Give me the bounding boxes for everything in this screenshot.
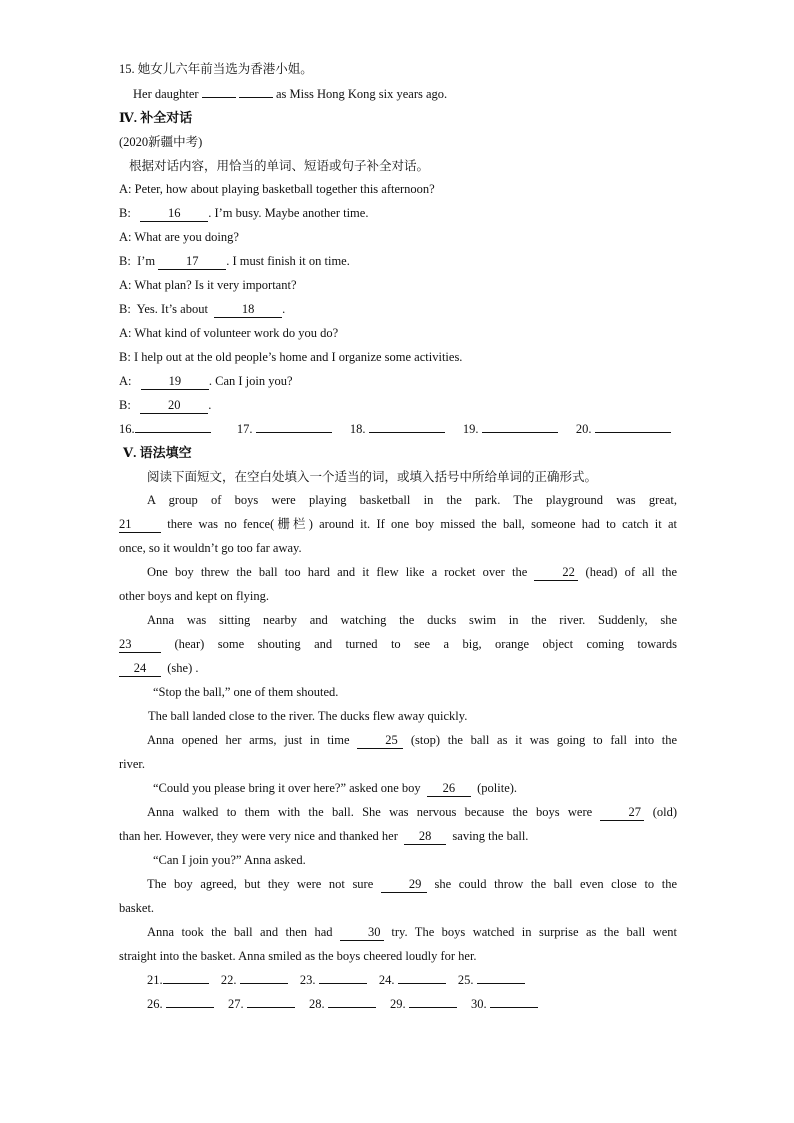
passage-p2-line1 [119, 564, 677, 581]
passage-text: “Could you please bring it over here?” asked one boy [153, 781, 421, 795]
blank-19[interactable]: 19 [141, 374, 209, 390]
q15-chinese: 15. 她女儿六年前当选为香港小姐。 [119, 62, 313, 76]
passage-p1-line3: once, so it wouldn’t go too far away. [119, 541, 302, 555]
dialog-text: . [208, 398, 212, 412]
passage-text: (polite). [477, 781, 518, 795]
passage-text: try. The boys watched in surprise as the ball went [391, 925, 677, 939]
blank-30[interactable]: 30 [340, 925, 384, 941]
dialog-line-3 [119, 229, 677, 245]
speaker-label: B: [119, 254, 131, 268]
passage-p7 [153, 780, 711, 797]
q15-english [133, 86, 691, 102]
answer-blank-21[interactable] [163, 983, 209, 984]
q15-text-b: as Miss Hong Kong six years ago. [275, 87, 448, 101]
answer-blank-27[interactable] [247, 1007, 295, 1008]
answer-label: 30. [471, 997, 487, 1011]
dialog-text: What plan? Is it very important? [134, 278, 297, 292]
answer-blank-25[interactable] [477, 983, 525, 984]
dialog-text: What are you doing? [134, 230, 239, 244]
passage-text: Anna opened her arms, just in time [147, 733, 350, 747]
blank-25[interactable]: 25 [357, 733, 403, 749]
answer-label: 23. [299, 973, 316, 987]
answer-label: 22. [220, 973, 237, 987]
answer-label: 27. [228, 997, 244, 1011]
section4-instruction: 根据对话内容，用恰当的单词、短语或句子补全对话。 [129, 159, 430, 173]
dialog-line-7 [119, 325, 677, 341]
speaker-label: A: [119, 230, 132, 244]
q15-blank-2[interactable] [239, 97, 273, 98]
answer-label: 21. [147, 973, 163, 987]
dialog-line-1 [119, 181, 677, 197]
section5-instruction: 阅读下面短文，在空白处填入一个适当的词，或填入括号中所给单词的正确形式。 [147, 470, 598, 484]
answer-blank-23[interactable] [319, 983, 367, 984]
dialog-line-8 [119, 349, 677, 365]
answer-blank-22[interactable] [240, 983, 288, 984]
dialog-text: . I’m busy. Maybe another time. [208, 206, 369, 220]
answer-label: 19. [462, 422, 479, 436]
passage-p10-line1 [119, 876, 677, 893]
passage-text: she could throw the ball even close to the [434, 877, 678, 891]
answer-blank-19[interactable] [482, 432, 558, 433]
answer-blank-16[interactable] [135, 432, 211, 433]
dialog-line-6 [119, 301, 677, 318]
answer-blank-18[interactable] [369, 432, 445, 433]
blank-23[interactable]: 23 [119, 637, 161, 653]
passage-p11-line1 [119, 924, 677, 941]
speaker-label: A: [119, 278, 132, 292]
passage-p6-line2: river. [119, 757, 146, 771]
passage-p1-line1: A group of boys were playing basketball in the park. The playground was great, [147, 493, 677, 507]
blank-27[interactable]: 27 [600, 805, 644, 821]
answer-label: 29. [390, 997, 406, 1011]
blank-17[interactable]: 17 [158, 254, 226, 270]
answer-blank-26[interactable] [166, 1007, 214, 1008]
passage-p1-line2 [119, 516, 677, 533]
speaker-label: A: [119, 374, 132, 388]
speaker-label: B: [119, 302, 131, 316]
blank-18[interactable]: 18 [214, 302, 282, 318]
dialog-text: I help out at the old people’s home and I organize some activities. [133, 350, 463, 364]
q15-text-a: Her daughter [133, 87, 199, 101]
answer-row-16-20 [119, 421, 671, 437]
passage-text: there was no fence(栅栏) around it. If one boy missed the ball, someone had to catch it at [167, 517, 677, 531]
dialog-line-10 [119, 397, 677, 414]
passage-p3-line2 [119, 636, 677, 653]
passage-text: (she) . [167, 661, 199, 675]
passage-p8-line2 [119, 828, 677, 845]
section5-title: Ⅴ. 语法填空 [123, 445, 192, 460]
section4-source: (2020新疆中考) [119, 135, 203, 149]
answer-blank-24[interactable] [398, 983, 446, 984]
passage-text: saving the ball. [452, 829, 529, 843]
answer-label: 28. [309, 997, 325, 1011]
passage-text: (head) of all the [585, 565, 678, 579]
passage-p3-line1: Anna was sitting nearby and watching the ducks swim in the river. Suddenly, she [147, 613, 677, 627]
answer-blank-17[interactable] [256, 432, 332, 433]
dialog-line-9 [119, 373, 677, 390]
passage-p3-line3 [119, 660, 677, 677]
answer-label: 16. [119, 422, 135, 436]
speaker-label: B: [119, 350, 131, 364]
answer-row-21-25 [147, 972, 525, 988]
answer-label: 26. [147, 997, 163, 1011]
speaker-label: A: [119, 182, 132, 196]
passage-p9: “Can I join you?” Anna asked. [153, 853, 306, 867]
passage-text: (stop) the ball as it was going to fall into the [410, 733, 678, 747]
answer-row-26-30 [147, 996, 538, 1012]
blank-26[interactable]: 26 [427, 781, 471, 797]
answer-label: 20. [575, 422, 592, 436]
passage-p5: The ball landed close to the river. The ducks flew away quickly. [148, 709, 468, 723]
passage-text: (old) [652, 805, 678, 819]
dialog-text: . I must finish it on time. [226, 254, 350, 268]
dialog-text: I’m [137, 254, 156, 268]
q15-blank-1[interactable] [202, 97, 236, 98]
blank-20[interactable]: 20 [140, 398, 208, 414]
dialog-text: Yes. It’s about [136, 302, 208, 316]
passage-text: (hear) some shouting and turned to see a big, orange object coming towards [174, 637, 678, 651]
answer-label: 18. [349, 422, 366, 436]
answer-blank-20[interactable] [595, 432, 671, 433]
passage-p10-line2: basket. [119, 901, 155, 915]
dialog-line-2 [119, 205, 677, 222]
blank-16[interactable]: 16 [140, 206, 208, 222]
dialog-text: What kind of volunteer work do you do? [134, 326, 339, 340]
blank-24[interactable]: 24 [119, 661, 161, 677]
blank-29[interactable]: 29 [381, 877, 427, 893]
dialog-text: . Can I join you? [208, 374, 293, 388]
blank-22[interactable]: 22 [534, 565, 578, 581]
dialog-text: . [282, 302, 286, 316]
speaker-label: B: [119, 206, 131, 220]
speaker-label: B: [119, 398, 131, 412]
passage-text: The boy agreed, but they were not sure [147, 877, 374, 891]
passage-p4: “Stop the ball,” one of them shouted. [153, 685, 339, 699]
speaker-label: A: [119, 326, 132, 340]
blank-28[interactable]: 28 [404, 829, 446, 845]
section4-title: Ⅳ. 补全对话 [119, 110, 193, 125]
answer-label: 17. [236, 422, 253, 436]
answer-label: 24. [378, 973, 395, 987]
passage-text: Anna took the ball and then had [147, 925, 333, 939]
passage-text: than her. However, they were very nice and thanked her [119, 829, 398, 843]
passage-text: Anna walked to them with the ball. She was nervous because the boys were [147, 805, 593, 819]
dialog-line-5 [119, 277, 677, 293]
dialog-text: Peter, how about playing basketball together this afternoon? [134, 182, 435, 196]
passage-p6-line1 [119, 732, 677, 749]
blank-21[interactable]: 21 [119, 517, 161, 533]
answer-blank-30[interactable] [490, 1007, 538, 1008]
passage-text: One boy threw the ball too hard and it flew like a rocket over the [147, 565, 528, 579]
passage-p2-line2: other boys and kept on flying. [119, 589, 269, 603]
dialog-line-4 [119, 253, 677, 270]
passage-p11-line2: straight into the basket. Anna smiled as the boys cheered loudly for her. [119, 949, 477, 963]
answer-blank-29[interactable] [409, 1007, 457, 1008]
answer-blank-28[interactable] [328, 1007, 376, 1008]
answer-label: 25. [457, 973, 474, 987]
passage-p8-line1 [119, 804, 677, 821]
